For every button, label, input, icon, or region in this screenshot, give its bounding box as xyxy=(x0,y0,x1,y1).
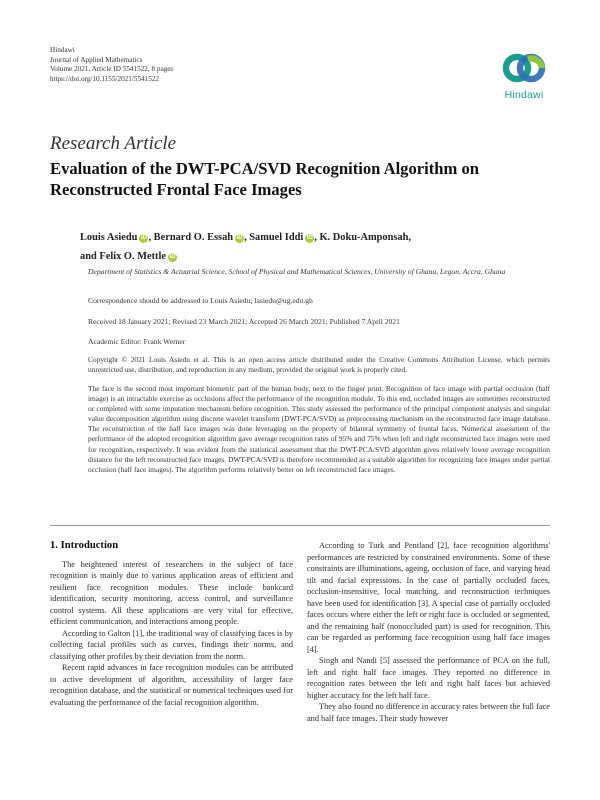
body-paragraph: They also found no difference in accuracy rates between the full face and half face images. Their study however xyxy=(307,702,550,723)
journal-publisher: Hindawi xyxy=(50,46,75,54)
section-heading: 1. Introduction xyxy=(50,540,119,551)
article-dates: Received 18 January 2021; Revised 23 March 2021; Accepted 26 March 2021; Published 7 April 2021 xyxy=(88,317,400,326)
copyright-notice: Copyright © 2021 Louis Asiedu et al. This is an open access article distributed under the Creative Commons Attribution License, which permits unrestricted use, distribution, and reproduction in any medium, provided the original work is properly cited. xyxy=(88,355,550,375)
author-name[interactable]: K. Doku-Amponsah xyxy=(319,232,409,243)
orcid-icon[interactable]: iD xyxy=(169,254,176,260)
section-divider xyxy=(50,525,550,526)
affiliation: Department of Statistics & Actuarial Science, School of Physical and Mathematical Sciences, University of Ghana, Legon, Accra, Ghana xyxy=(88,267,506,276)
hindawi-wordmark: Hindawi xyxy=(504,89,544,101)
author-list: Louis Asiedu iD , Bernard O. Essah iD , Samuel Iddi iD , K. Doku-Amponsah, and Felix O. Mettle iD xyxy=(80,232,412,262)
journal-info xyxy=(50,46,173,84)
orcid-icon[interactable]: iD xyxy=(140,235,147,241)
hindawi-logo-mark-icon xyxy=(502,48,546,88)
author-name[interactable]: Louis Asiedu xyxy=(80,232,138,243)
author-name[interactable]: Felix O. Mettle xyxy=(99,251,167,262)
body-paragraph: Recent rapid advances in face recognition modules can be attributed to active development of algorithm, accessibility of larger face recognition database, and the statistical or numerical techniques used for evaluating the performance of the facial recognition algorithm. xyxy=(50,663,293,707)
journal-volume: Volume 2021, Article ID 5541522, 8 pages xyxy=(50,65,174,74)
body-paragraph: According to Turk and Pentland [2], face recognition algorithms' performances are restricted by constrained environments. Some of these constraints are illuminations, ageing, occlusion of face, and varying head tilt and facial expressions. In the case of partially occluded faces, occlusion-insensitive, local matching, and reconstruction techniques have been used for identification [3]. A special case of partially occluded faces occurs where either the left or right face is occluded or segmented, and the remaining half (nonoccluded part) is used for recognition. This can be regarded as performing face recognition using half face images [4]. xyxy=(307,541,550,654)
journal-name: Journal of Applied Mathematics xyxy=(50,55,143,64)
academic-editor: Academic Editor: Frank Werner xyxy=(88,337,186,346)
body-paragraph: The heightened interest of researchers in the subject of face recognition is mainly due to various application areas of efficient and resilient face recognition modules. These include bankcard identification, security monitoring, access control, and surveillance control systems. All these applications are very vital for effective, efficient communication, and interactions among people. xyxy=(50,559,293,626)
author-name[interactable]: Samuel Iddi xyxy=(249,232,304,243)
article-type: Research Article xyxy=(50,133,177,154)
journal-doi[interactable]: https://doi.org/10.1155/2021/5541522 xyxy=(50,74,160,83)
hindawi-logo xyxy=(492,48,556,106)
correspondence: Correspondence should be addressed to Louis Asiedu; lasiedu@ug.edu.gh xyxy=(88,296,313,305)
paper-title: Evaluation of the DWT-PCA/SVD Recognition Algorithm on Reconstructed Frontal Face Images xyxy=(50,159,480,199)
body-paragraph: According to Galton [1], the traditional way of classifying faces is by collecting facial profiles such as curves, findings their norms, and classifying other profiles by their deviation from the norm. xyxy=(50,628,293,661)
left-column xyxy=(50,540,293,708)
body-paragraph: Singh and Nandi [5] assessed the performance of PCA on the full, left and right half face images. They reported no difference in recognition rates between the left and right half faces but achieved higher accuracy for the left half face. xyxy=(307,656,550,700)
author-name[interactable]: Bernard O. Essah xyxy=(153,232,234,243)
abstract: The face is the second most important biometric part of the human body, next to the finger print. Recognition of face image with partial occlusion (half image) is an intractable exercise as occlusions affect the performance of the recognition module. To this end, occluded images are sometimes reconstructed or completed with some imputation mechanism before recognition. This study assessed the performance of the principal component analysis and singular value decomposition algorithm using discrete wavelet transform (DWT-PCA/SVD) as preprocessing mechanism on the reconstructed face image database. The reconstruction of the half face images was done leveraging on the property of bilateral symmetry of frontal faces. Numerical assessment of the performance of the adopted recognition algorithm gave average recognition rates of 95% and 75% when left and right reconstructed face images were used for recognition, respectively. It was evident from the statistical assessment that the DWT-PCA/SVD algorithm gives relatively lower average recognition distance for the left reconstructed face images. DWT-PCA/SVD is therefore recommended as a suitable algorithm for recognizing face images under partial occlusion (half face images). The algorithm performs relatively better on left reconstructed face images. xyxy=(88,384,550,474)
orcid-icon[interactable]: iD xyxy=(306,235,313,241)
right-column xyxy=(307,540,550,724)
orcid-icon[interactable]: iD xyxy=(236,235,243,241)
